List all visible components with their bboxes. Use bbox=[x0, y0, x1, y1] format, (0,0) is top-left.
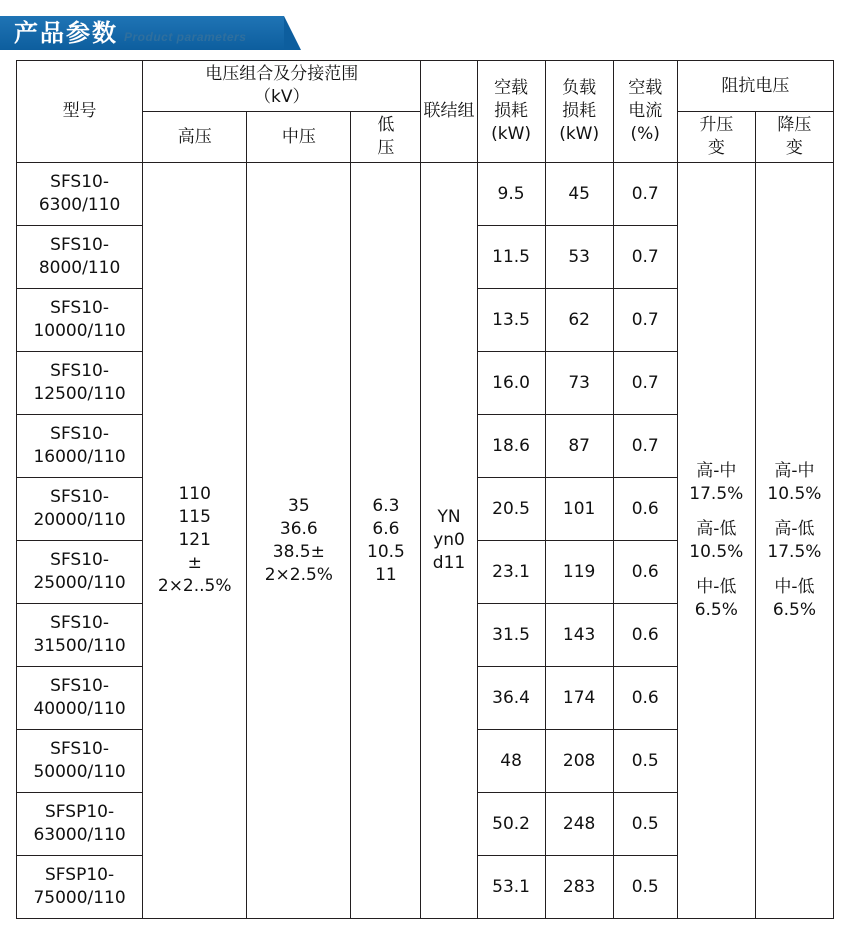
cell-model-l2: 75000/110 bbox=[33, 888, 126, 908]
cell-load-loss: 174 bbox=[545, 667, 613, 730]
cell-connection-l3: d11 bbox=[432, 553, 466, 573]
cell-load-loss: 101 bbox=[545, 478, 613, 541]
header-no-load-current bbox=[613, 61, 677, 163]
cell-no-load-current: 0.5 bbox=[613, 730, 677, 793]
cell-step-down-l3: 高-低 bbox=[774, 518, 815, 539]
cell-model bbox=[17, 163, 143, 226]
cell-load-loss: 45 bbox=[545, 163, 613, 226]
cell-mv-l4: 2×2.5% bbox=[264, 564, 333, 585]
cell-load-loss: 208 bbox=[545, 730, 613, 793]
cell-hv-l1: 110 bbox=[178, 484, 211, 504]
cell-model-l2: 8000/110 bbox=[38, 258, 121, 278]
cell-step-down-l5: 中-低 bbox=[774, 576, 815, 597]
cell-model-l1: SFS10- bbox=[50, 676, 109, 696]
cell-model-l1: SFS10- bbox=[50, 487, 109, 507]
header-step-up bbox=[677, 112, 755, 163]
cell-step-down-l6: 6.5% bbox=[772, 599, 817, 620]
cell-connection-values bbox=[421, 163, 477, 919]
header-impedance: 阻抗电压 bbox=[677, 61, 833, 112]
cell-step-up-spacer-1 bbox=[679, 506, 754, 518]
cell-model-l2: 63000/110 bbox=[33, 825, 126, 845]
header-load-loss-l1: 负载 bbox=[562, 78, 597, 98]
cell-no-load-loss: 31.5 bbox=[477, 604, 545, 667]
table-header-row-1 bbox=[17, 61, 834, 112]
cell-no-load-current: 0.5 bbox=[613, 793, 677, 856]
cell-step-up-l6: 6.5% bbox=[694, 599, 738, 620]
cell-model bbox=[17, 415, 143, 478]
cell-hv-l4: ± bbox=[187, 553, 202, 573]
cell-step-down-l1: 高-中 bbox=[774, 460, 815, 481]
header-load-loss-l2: 损耗 bbox=[562, 101, 597, 121]
cell-no-load-current: 0.6 bbox=[613, 667, 677, 730]
header-step-down-l2: 变 bbox=[785, 138, 803, 158]
cell-model-l1: SFSP10- bbox=[45, 865, 115, 885]
cell-model bbox=[17, 667, 143, 730]
cell-model-l1: SFS10- bbox=[50, 739, 109, 759]
cell-step-down-spacer-2 bbox=[757, 564, 832, 576]
cell-load-loss: 53 bbox=[545, 226, 613, 289]
cell-model-l2: 25000/110 bbox=[33, 573, 126, 593]
cell-step-down-spacer-1 bbox=[757, 506, 832, 518]
cell-no-load-loss: 53.1 bbox=[477, 856, 545, 919]
cell-model-l1: SFSP10- bbox=[45, 802, 115, 822]
cell-no-load-current: 0.6 bbox=[613, 541, 677, 604]
cell-model bbox=[17, 352, 143, 415]
cell-step-up-values bbox=[677, 163, 755, 919]
header-no-load-loss-l1: 空载 bbox=[494, 78, 529, 98]
cell-no-load-loss: 23.1 bbox=[477, 541, 545, 604]
header-voltage-group-line1: 电压组合及分接范围 bbox=[205, 64, 359, 84]
cell-model-l1: SFS10- bbox=[50, 298, 109, 318]
cell-no-load-loss: 11.5 bbox=[477, 226, 545, 289]
header-model: 型号 bbox=[17, 61, 143, 163]
cell-load-loss: 119 bbox=[545, 541, 613, 604]
transformer-spec-table bbox=[16, 60, 834, 919]
header-mv: 中压 bbox=[247, 112, 351, 163]
cell-lv-l2: 6.6 bbox=[372, 518, 400, 539]
cell-model-l2: 6300/110 bbox=[38, 195, 121, 215]
cell-step-up-l5: 中-低 bbox=[696, 576, 737, 597]
header-no-load-current-l1: 空载 bbox=[628, 78, 663, 98]
cell-no-load-current: 0.7 bbox=[613, 226, 677, 289]
cell-model-l1: SFS10- bbox=[50, 361, 109, 381]
cell-mv-l1: 35 bbox=[288, 495, 310, 516]
cell-hv-l2: 115 bbox=[178, 507, 211, 527]
cell-hv-l5: 2×2..5% bbox=[157, 576, 232, 596]
spec-table-wrapper bbox=[0, 60, 850, 919]
cell-load-loss: 143 bbox=[545, 604, 613, 667]
cell-lv-values bbox=[351, 163, 421, 919]
cell-model-l1: SFS10- bbox=[50, 613, 109, 633]
cell-model bbox=[17, 604, 143, 667]
header-no-load-current-l2: 电流 bbox=[628, 101, 663, 121]
cell-no-load-loss: 9.5 bbox=[477, 163, 545, 226]
cell-step-up-spacer-2 bbox=[679, 564, 754, 576]
cell-no-load-current: 0.7 bbox=[613, 289, 677, 352]
cell-no-load-loss: 18.6 bbox=[477, 415, 545, 478]
cell-model-l2: 31500/110 bbox=[33, 636, 126, 656]
cell-model-l2: 50000/110 bbox=[33, 762, 126, 782]
header-step-up-l1: 升压 bbox=[699, 115, 734, 135]
cell-model-l2: 16000/110 bbox=[33, 447, 126, 467]
header-voltage-group bbox=[143, 61, 421, 112]
cell-model-l1: SFS10- bbox=[50, 424, 109, 444]
section-banner bbox=[0, 0, 850, 60]
banner-title-cn: 产品参数 bbox=[14, 19, 118, 47]
cell-load-loss: 283 bbox=[545, 856, 613, 919]
header-lv-l1: 低 bbox=[377, 115, 395, 135]
header-connection bbox=[421, 61, 477, 163]
cell-no-load-loss: 36.4 bbox=[477, 667, 545, 730]
cell-lv-l1: 6.3 bbox=[372, 495, 400, 516]
cell-load-loss: 87 bbox=[545, 415, 613, 478]
cell-hv-values bbox=[143, 163, 247, 919]
cell-no-load-loss: 16.0 bbox=[477, 352, 545, 415]
cell-step-up-l3: 高-低 bbox=[696, 518, 737, 539]
cell-no-load-current: 0.7 bbox=[613, 415, 677, 478]
cell-no-load-loss: 50.2 bbox=[477, 793, 545, 856]
cell-mv-values bbox=[247, 163, 351, 919]
table-row bbox=[17, 163, 834, 226]
cell-model-l2: 40000/110 bbox=[33, 699, 126, 719]
cell-model bbox=[17, 289, 143, 352]
header-lv-l2: 压 bbox=[377, 138, 395, 158]
cell-model bbox=[17, 226, 143, 289]
cell-connection-l2: yn0 bbox=[433, 530, 465, 550]
cell-step-down-values bbox=[755, 163, 833, 919]
cell-mv-l2: 36.6 bbox=[279, 518, 318, 539]
header-connection-label: 联结组 bbox=[423, 101, 475, 121]
cell-no-load-loss: 48 bbox=[477, 730, 545, 793]
cell-step-down-l4: 17.5% bbox=[767, 541, 822, 562]
cell-model bbox=[17, 541, 143, 604]
header-step-down bbox=[755, 112, 833, 163]
header-no-load-loss bbox=[477, 61, 545, 163]
header-lv bbox=[351, 112, 421, 163]
header-load-loss-l3: (kW) bbox=[559, 124, 600, 144]
header-voltage-group-line2: （kV） bbox=[254, 87, 310, 107]
cell-lv-l3: 10.5 bbox=[367, 541, 405, 562]
cell-load-loss: 73 bbox=[545, 352, 613, 415]
header-step-down-l1: 降压 bbox=[777, 115, 812, 135]
header-no-load-current-l3: (%) bbox=[630, 124, 660, 144]
cell-load-loss: 62 bbox=[545, 289, 613, 352]
cell-model bbox=[17, 730, 143, 793]
cell-model bbox=[17, 856, 143, 919]
banner-title-en: Product parameters bbox=[124, 30, 247, 44]
cell-connection-l1: YN bbox=[437, 507, 461, 527]
cell-no-load-current: 0.7 bbox=[613, 163, 677, 226]
cell-step-up-l4: 10.5% bbox=[689, 541, 744, 562]
cell-no-load-current: 0.6 bbox=[613, 478, 677, 541]
cell-mv-l3: 38.5± bbox=[272, 541, 325, 562]
cell-model bbox=[17, 793, 143, 856]
cell-no-load-loss: 20.5 bbox=[477, 478, 545, 541]
cell-step-down-l2: 10.5% bbox=[767, 483, 822, 504]
cell-model-l2: 10000/110 bbox=[33, 321, 126, 341]
cell-step-up-l2: 17.5% bbox=[689, 483, 744, 504]
cell-model-l1: SFS10- bbox=[50, 550, 109, 570]
cell-no-load-current: 0.5 bbox=[613, 856, 677, 919]
header-no-load-loss-l3: (kW) bbox=[491, 124, 532, 144]
cell-model-l2: 20000/110 bbox=[33, 510, 126, 530]
cell-model-l1: SFS10- bbox=[50, 235, 109, 255]
header-no-load-loss-l2: 损耗 bbox=[494, 101, 529, 121]
header-step-up-l2: 变 bbox=[707, 138, 725, 158]
cell-no-load-loss: 13.5 bbox=[477, 289, 545, 352]
cell-model bbox=[17, 478, 143, 541]
cell-step-up-l1: 高-中 bbox=[696, 460, 737, 481]
cell-model-l1: SFS10- bbox=[50, 172, 109, 192]
cell-no-load-current: 0.7 bbox=[613, 352, 677, 415]
header-load-loss bbox=[545, 61, 613, 163]
cell-load-loss: 248 bbox=[545, 793, 613, 856]
cell-lv-l4: 11 bbox=[375, 564, 397, 585]
cell-model-l2: 12500/110 bbox=[33, 384, 126, 404]
cell-hv-l3: 121 bbox=[178, 530, 211, 550]
cell-no-load-current: 0.6 bbox=[613, 604, 677, 667]
header-hv: 高压 bbox=[143, 112, 247, 163]
